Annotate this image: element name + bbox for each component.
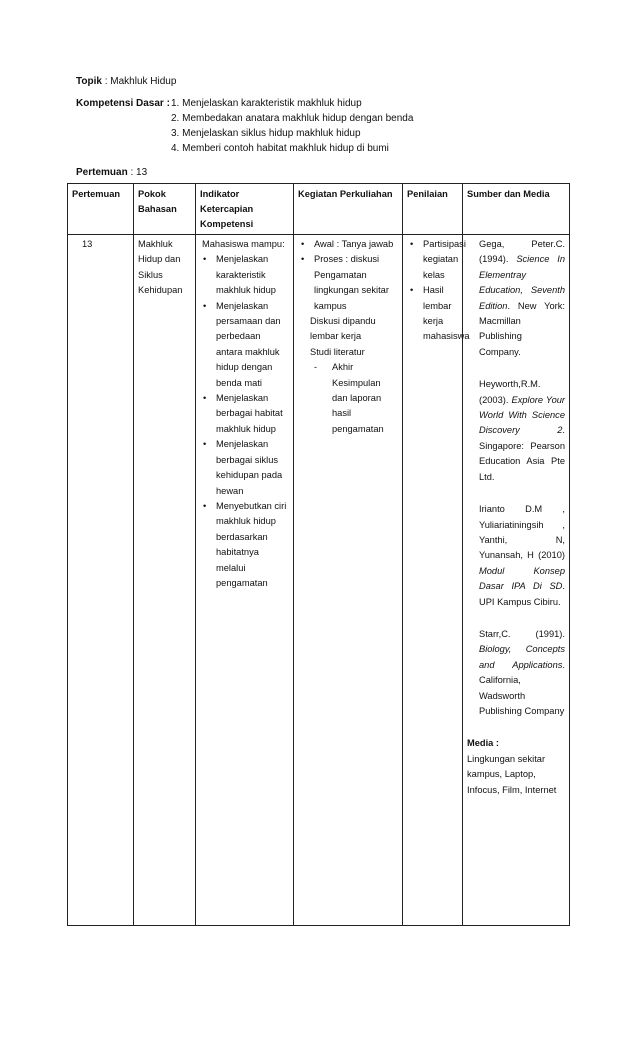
kompetensi-item: 1. Menjelaskan karakteristik makhluk hidup — [171, 98, 362, 109]
table-header-row — [68, 184, 570, 235]
reference-item: Starr,C. (1991). Biology, Concepts and Applications. California, Wadsworth Publishing Company — [479, 628, 565, 716]
cell-kegiatan — [294, 235, 403, 926]
table-row — [68, 235, 570, 926]
cell-pertemuan: 13 — [68, 235, 134, 926]
kompetensi-item: 2. Membedakan anatara makhluk hidup dengan benda — [171, 113, 414, 124]
list-item: • Awal : Tanya jawab — [310, 237, 398, 252]
pertemuan-line — [76, 167, 147, 179]
kegiatan-extra: Studi literatur — [310, 346, 365, 357]
kompetensi-item: 3. Menjelaskan siklus hidup makhluk hidup — [171, 128, 361, 139]
kegiatan-extra: Diskusi dipandu lembar kerja — [310, 316, 376, 342]
kegiatan-sub-text: Akhir Kesimpulan dan laporan hasil pengamatan — [332, 362, 384, 434]
cell-penilaian — [403, 235, 470, 926]
cell-indikator — [196, 235, 294, 926]
list-item: • Menyebutkan ciri makhluk hidup berdasarkan habitatnya melalui pengamatan — [212, 499, 289, 591]
header-pertemuan: Pertemuan — [68, 184, 134, 235]
list-item: • Menjelaskan berbagai habitat makhluk hidup — [212, 391, 289, 437]
indikator-list — [200, 252, 289, 591]
cell-sumber-media — [463, 235, 570, 926]
dash-marker: - — [314, 362, 318, 373]
topik-value: : Makhluk Hidup — [104, 76, 177, 87]
kompetensi-item: 4. Memberi contoh habitat makhluk hidup di bumi — [171, 143, 389, 154]
kompetensi-label: Kompetensi Dasar : — [76, 98, 170, 109]
header-kegiatan: Kegiatan Perkuliahan — [294, 184, 403, 235]
kompetensi-label-line — [76, 98, 170, 110]
topik-label: Topik — [76, 76, 102, 87]
kegiatan-list — [298, 237, 398, 314]
list-item: • Proses : diskusi Pengamatan lingkungan sekitar kampus — [310, 252, 398, 314]
indikator-intro: Mahasiswa mampu: — [202, 239, 285, 249]
reference-item: Irianto D.M , Yuliariatiningsih , Yanthi, N, Yunansah, H (2010) Modul Konsep Dasar IPA Di SD. UPI Kampus Cibiru. — [479, 504, 565, 607]
media-label: Media : — [467, 738, 500, 749]
penilaian-list — [407, 237, 470, 345]
cell-pokok-bahasan: Makhluk Hidup dan Siklus Kehidupan — [134, 235, 196, 926]
list-item: • Menjelaskan persamaan dan perbedaan antara makhluk hidup dengan benda mati — [212, 299, 289, 391]
header-indikator: Indikator Ketercapian Kompetensi — [196, 184, 294, 235]
kegiatan-sub-item — [298, 360, 398, 437]
topik-line — [76, 76, 176, 88]
reference-item: Heyworth,R.M. (2003). Explore Your World With Science Discovery 2. Singapore: Pearson Education Asia Pte Ltd. — [479, 379, 566, 482]
header-penilaian: Penilaian — [403, 184, 463, 235]
media-text: Lingkungan sekitar kampus, Laptop, Infocus, Film, Internet — [467, 753, 557, 795]
list-item: • Hasil lembar kerja mahasiswa — [419, 283, 458, 345]
pertemuan-value: : 13 — [130, 167, 148, 178]
pertemuan-label: Pertemuan — [76, 167, 128, 178]
list-item: • Partisipasi kegiatan kelas — [419, 237, 458, 283]
rpp-table — [67, 183, 570, 926]
header-pokok-bahasan: Pokok Bahasan — [134, 184, 196, 235]
reference-item: Gega, Peter.C. (1994). Science In Elementray Education, Seventh Edition. New York: Macmillan Publishing Company. — [479, 239, 565, 357]
list-item: • Menjelaskan karakteristik makhluk hidup — [212, 252, 289, 298]
header-sumber-media: Sumber dan Media — [463, 184, 570, 235]
list-item: • Menjelaskan berbagai siklus kehidupan pada hewan — [212, 437, 289, 499]
